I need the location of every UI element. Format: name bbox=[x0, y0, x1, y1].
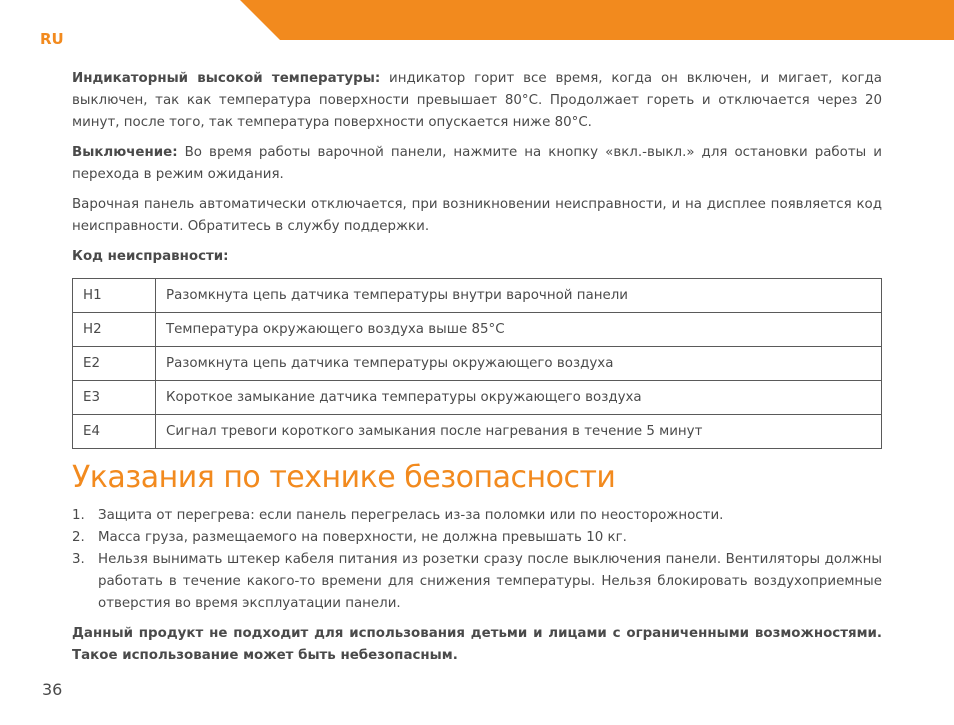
fault-description: Температура окружающего воздуха выше 85°C bbox=[156, 313, 882, 347]
fault-description: Короткое замыкание датчика температуры окружающего воздуха bbox=[156, 381, 882, 415]
fault-description: Разомкнута цепь датчика температуры окружающего воздуха bbox=[156, 347, 882, 381]
list-item-number: 2. bbox=[72, 530, 85, 545]
auto-off-paragraph: Варочная панель автоматически отключается, при возникновении неисправности, и на дисплее появляется код неисправности. Обратитесь в службу поддержки. bbox=[72, 197, 882, 234]
high-temp-paragraph bbox=[72, 68, 882, 134]
fault-code: H2 bbox=[73, 313, 156, 347]
safety-section-title: Указания по технике безопасности bbox=[72, 460, 616, 495]
high-temp-text: индикатор горит все время, когда он включен, и мигает, когда выключен, так как температура поверхности превышает 80°C. Продолжает гореть и отключается через 20 минут, после того, так температура поверхности опускается ниже 80°C. bbox=[72, 71, 882, 130]
table-row bbox=[73, 313, 882, 347]
list-item-text: Масса груза, размещаемого на поверхности, не должна превышать 10 кг. bbox=[98, 530, 627, 545]
table-row bbox=[73, 347, 882, 381]
fault-codes-heading: Код неисправности: bbox=[72, 249, 229, 264]
fault-description: Разомкнута цепь датчика температуры внутри варочной панели bbox=[156, 279, 882, 313]
table-row bbox=[73, 381, 882, 415]
list-item-text: Защита от перегрева: если панель перегрелась из-за поломки или по неосторожности. bbox=[98, 508, 724, 523]
shutdown-label: Выключение: bbox=[72, 145, 178, 160]
list-item bbox=[72, 527, 882, 549]
language-label: RU bbox=[40, 30, 64, 48]
table-row bbox=[73, 415, 882, 449]
fault-codes-table bbox=[72, 278, 882, 449]
fault-code: E3 bbox=[73, 381, 156, 415]
header-accent-banner bbox=[240, 0, 954, 40]
fault-code: E2 bbox=[73, 347, 156, 381]
shutdown-text: Во время работы варочной панели, нажмите на кнопку «вкл.-выкл.» для остановки работы и перехода в режим ожидания. bbox=[72, 145, 882, 182]
fault-code: E4 bbox=[73, 415, 156, 449]
shutdown-paragraph bbox=[72, 142, 882, 186]
safety-list bbox=[72, 505, 882, 615]
table-row bbox=[73, 279, 882, 313]
page-content bbox=[72, 68, 882, 667]
list-item-text: Нельзя вынимать штекер кабеля питания из розетки сразу после выключения панели. Вентиляторы должны работать в течение какого-то времени для снижения температуры. Нельзя блокировать воздухоприемные отверстия во время эксплуатации панели. bbox=[98, 552, 882, 611]
fault-description: Сигнал тревоги короткого замыкания после нагревания в течение 5 минут bbox=[156, 415, 882, 449]
high-temp-label: Индикаторный высокой температуры: bbox=[72, 71, 381, 86]
safety-warning: Данный продукт не подходит для использования детьми и лицами с ограниченными возможностями. Такое использование может быть небезопасным. bbox=[72, 626, 882, 663]
list-item bbox=[72, 505, 882, 527]
list-item-number: 3. bbox=[72, 552, 85, 567]
fault-code: H1 bbox=[73, 279, 156, 313]
list-item bbox=[72, 549, 882, 615]
list-item-number: 1. bbox=[72, 508, 85, 523]
page-number: 36 bbox=[42, 680, 63, 699]
